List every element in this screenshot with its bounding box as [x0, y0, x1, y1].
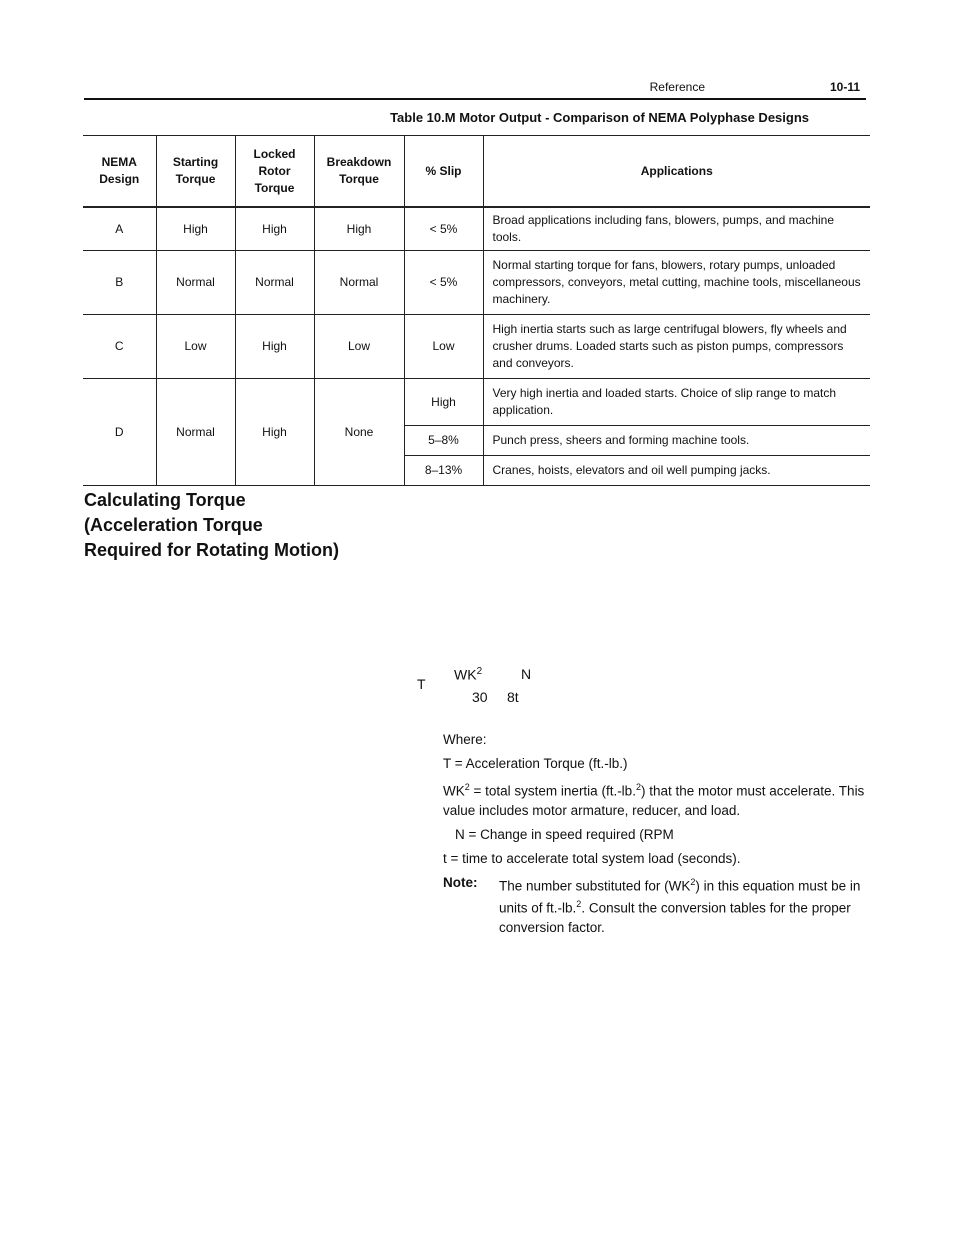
- cell-slip: Low: [404, 315, 483, 379]
- note-exponent: 2: [576, 899, 582, 909]
- wk-exponent: 2: [635, 782, 641, 792]
- note: [443, 873, 868, 937]
- cell-locked-rotor-torque: High: [235, 379, 314, 486]
- cell-application: Normal starting torque for fans, blowers, rotary pumps, unloaded compressors, conveyors, metal cutting, machine tools, miscellaneous machinery.: [483, 251, 870, 315]
- cell-breakdown-torque: None: [314, 379, 404, 486]
- cell-breakdown-torque: Low: [314, 315, 404, 379]
- cell-starting-torque: Normal: [156, 379, 235, 486]
- cell-application: Broad applications including fans, blowers, pumps, and machine tools.: [483, 207, 870, 251]
- note-text-part: ) in this equation must be in units of ft.-lb.: [499, 878, 861, 916]
- header-locked-rotor-torque: Locked Rotor Torque: [235, 136, 314, 208]
- cell-locked-rotor-torque: High: [235, 315, 314, 379]
- table-row: [83, 379, 870, 426]
- cell-design: B: [83, 251, 156, 315]
- cell-starting-torque: Normal: [156, 251, 235, 315]
- cell-breakdown-torque: Normal: [314, 251, 404, 315]
- table-caption: Table 10.M Motor Output - Comparison of NEMA Polyphase Designs: [390, 110, 809, 125]
- cell-starting-torque: High: [156, 207, 235, 251]
- cell-slip: 5–8%: [404, 426, 483, 456]
- header-section: Reference: [649, 80, 705, 94]
- section-title-line: Calculating Torque: [84, 490, 246, 510]
- section-title-line: Required for Rotating Motion): [84, 540, 339, 560]
- equation-lhs: T: [417, 676, 426, 692]
- cell-slip: 8–13%: [404, 456, 483, 486]
- cell-application: Cranes, hoists, elevators and oil well pumping jacks.: [483, 456, 870, 486]
- table-row: [83, 207, 870, 251]
- wk-text: = total system inertia (ft.-lb.: [469, 783, 636, 799]
- wk-text: WK: [443, 783, 465, 799]
- cell-application: Punch press, sheers and forming machine tools.: [483, 426, 870, 456]
- nema-design-table: [83, 135, 870, 486]
- note-exponent: 2: [690, 876, 696, 887]
- equation-wk: [454, 666, 482, 683]
- definition-t-time: t = time to accelerate total system load (seconds).: [443, 850, 741, 866]
- equation-n: N: [521, 666, 532, 682]
- cell-locked-rotor-torque: High: [235, 207, 314, 251]
- cell-slip: High: [404, 379, 483, 426]
- cell-breakdown-torque: High: [314, 207, 404, 251]
- table-row: [83, 315, 870, 379]
- note-text-part: The number substituted for (WK: [499, 878, 691, 893]
- page-header: [84, 80, 866, 100]
- cell-application: High inertia starts such as large centrifugal blowers, fly wheels and crusher drums. Loaded starts such as piston pumps, compressors and conveyors.: [483, 315, 870, 379]
- header-starting-torque: Starting Torque: [156, 136, 235, 208]
- cell-slip: < 5%: [404, 251, 483, 315]
- cell-design: D: [83, 379, 156, 486]
- equation-wk-text: WK: [454, 666, 477, 683]
- table-header-row: [83, 136, 870, 208]
- page-number: 10-11: [829, 80, 860, 94]
- where-label: Where:: [443, 732, 487, 747]
- definition-t: T = Acceleration Torque (ft.-lb.): [443, 756, 628, 771]
- note-text: [499, 873, 868, 937]
- section-title: [84, 488, 404, 563]
- definitions: [443, 730, 868, 937]
- section-title-line: (Acceleration Torque: [84, 515, 263, 535]
- header-breakdown-torque: Breakdown Torque: [314, 136, 404, 208]
- cell-design: C: [83, 315, 156, 379]
- equation-wk-exponent: 2: [476, 666, 483, 677]
- header-nema-design: NEMA Design: [83, 136, 156, 208]
- equation-8t: 8t: [507, 689, 519, 705]
- wk-exponent: 2: [464, 782, 470, 792]
- definition-wk2: [443, 778, 868, 820]
- cell-application: Very high inertia and loaded starts. Choice of slip range to match application.: [483, 379, 870, 426]
- note-label: Note:: [443, 874, 478, 890]
- cell-locked-rotor-torque: Normal: [235, 251, 314, 315]
- equation-30: 30: [472, 689, 488, 705]
- cell-starting-torque: Low: [156, 315, 235, 379]
- wk-text: ) that the motor must accelerate. This value includes motor armature, reducer, and load.: [443, 783, 865, 818]
- cell-slip: < 5%: [404, 207, 483, 251]
- definition-n: N = Change in speed required (RPM: [455, 826, 674, 842]
- table-row: [83, 251, 870, 315]
- header-slip: % Slip: [404, 136, 483, 208]
- header-applications: Applications: [483, 136, 870, 208]
- note-text-part: . Consult the conversion tables for the proper conversion factor.: [499, 900, 851, 935]
- cell-design: A: [83, 207, 156, 251]
